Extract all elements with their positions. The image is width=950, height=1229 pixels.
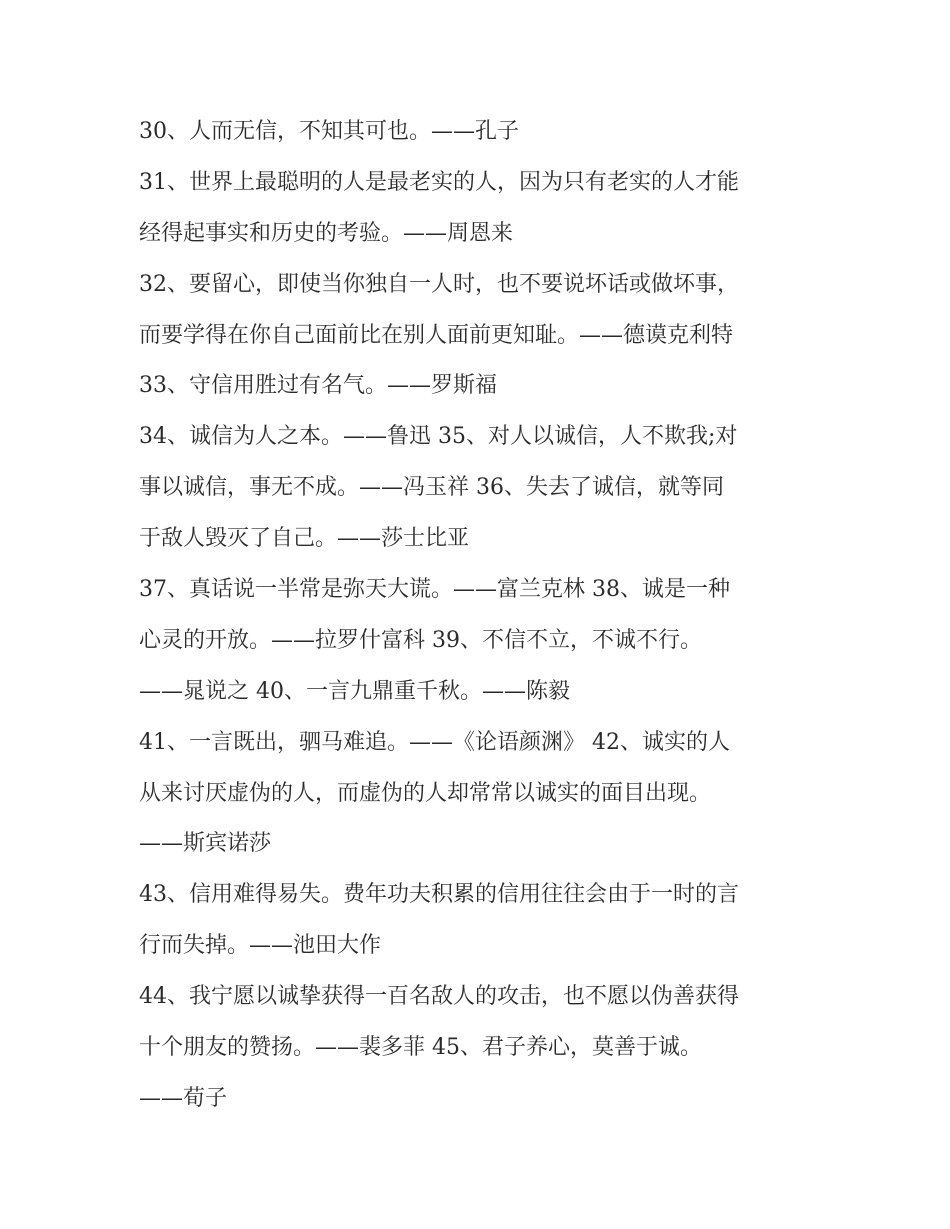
text-line: ——晁说之 40、一言九鼎重千秋。——陈毅: [139, 678, 570, 704]
text-line: 于敌人毁灭了自己。——莎士比亚: [139, 526, 470, 552]
text-line: 44、我宁愿以诚挚获得一百名敌人的攻击，也不愿以伪善获得: [139, 984, 739, 1010]
text-line: 十个朋友的赞扬。——裴多菲 45、君子养心，莫善于诚。: [139, 1035, 702, 1061]
text-line: 41、一言既出，驷马难追。——《论语颜渊》 42、诚实的人: [139, 729, 730, 755]
text-line: 33、守信用胜过有名气。——罗斯福: [139, 373, 497, 399]
quote-text-block: [139, 107, 819, 1125]
text-line: ——荀子: [139, 1085, 228, 1111]
text-line: 经得起事实和历史的考验。——周恩来: [139, 220, 514, 246]
text-line: 32、要留心，即使当你独自一人时，也不要说坏话或做坏事，: [139, 271, 739, 297]
text-line: 30、人而无信，不知其可也。——孔子: [139, 119, 519, 144]
text-line: ——斯宾诺莎: [139, 831, 272, 857]
text-line: 事以诚信，事无不成。——冯玉祥 36、失去了诚信，就等同: [139, 475, 724, 501]
text-line: 31、世界上最聪明的人是最老实的人，因为只有老实的人才能: [139, 169, 739, 195]
text-line: 行而失掉。——池田大作: [139, 933, 382, 959]
text-line: 34、诚信为人之本。——鲁迅 35、对人以诚信，人不欺我;对: [139, 424, 738, 450]
text-line: 从来讨厌虚伪的人，而虚伪的人却常常以诚实的面目出现。: [139, 780, 712, 806]
text-line: 37、真话说一半常是弥天大谎。——富兰克林 38、诚是一种: [139, 577, 730, 603]
text-line: 而要学得在你自己面前比在别人面前更知耻。——德谟克利特: [139, 322, 734, 348]
text-line: 心灵的开放。——拉罗什富科 39、不信不立，不诚不行。: [139, 627, 702, 653]
text-line: 43、信用难得易失。费年功夫积累的信用往往会由于一时的言: [139, 882, 739, 908]
